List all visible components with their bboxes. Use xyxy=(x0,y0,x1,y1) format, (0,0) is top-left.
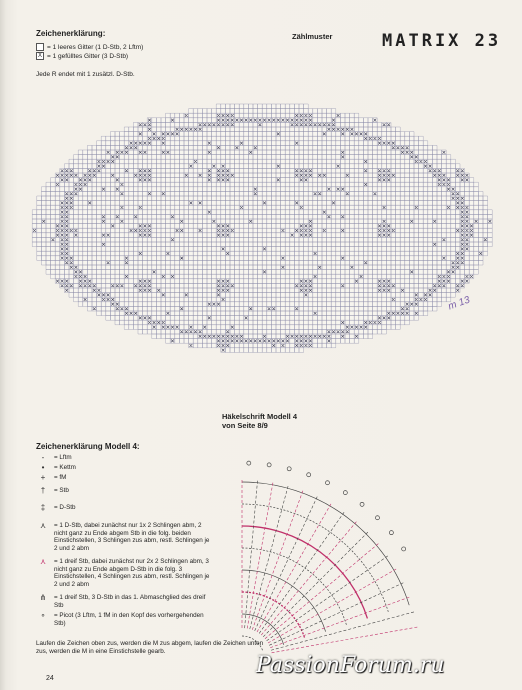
slip-stitch-icon: • xyxy=(41,463,45,472)
model-legend-title: Zeichenerklärung Modell 4: xyxy=(36,442,140,451)
row-note: Jede R endet mit 1 zusätzl. D-Stb. xyxy=(36,71,135,78)
legend-item-tr: ‡ = D-Stb xyxy=(36,504,76,512)
legend-item-dc: † = Stb xyxy=(36,487,69,495)
legend-empty-row xyxy=(36,43,143,51)
legend-item-cluster-2: ⋏ = 1 dreif Stb, dabei zunächst nur 2x 2 Schlingen abm, 3 nicht ganz zu Ende abgem D-Stb in die folg. 3 Einstichstellen, 4 Schlingen zus abm, restl. Schlingen je 2 und 2 abm xyxy=(36,558,211,588)
fan-dtr-icon: ⋔ xyxy=(39,593,47,602)
filled-grid-swatch: X xyxy=(37,53,42,59)
watermark: PassionForum.ru xyxy=(256,653,445,678)
single-crochet-icon: + xyxy=(40,473,46,482)
legend-item-cluster-1: ⋏ = 1 D-Stb, dabei zunächst nur 1x 2 Schlingen abm, 2 nicht ganz zu Ende abgem Stb in die folg. beiden Einstichstellen, 3 Schlingen zus abm, restl. Schlingen je 2 und 2 abm xyxy=(36,522,211,552)
picot-icon: ∘ xyxy=(40,611,46,620)
empty-grid-swatch xyxy=(36,43,44,51)
crochet-chart-title: Häkelschrift Modell 4 von Seite 8/9 xyxy=(222,412,298,430)
footer-note: Laufen die Zeichen oben zus, werden die M zus abgem, laufen die Zeichen unten zus, werden die M in eine Einstichstelle gearb. xyxy=(36,640,264,655)
brand-header: MATRIX 23 xyxy=(382,31,502,51)
double-crochet-icon: † xyxy=(40,486,46,495)
count-pattern-title: Zählmuster xyxy=(292,32,333,41)
legend-item-sc: + = fM xyxy=(36,474,66,482)
legend-filled-row xyxy=(36,52,128,60)
legend-item-picot: ∘ = Picot (3 Lftm, 1 fM in den Kopf des vorhergehenden Stb) xyxy=(36,612,211,627)
filet-grid xyxy=(32,104,492,352)
legend-item-slip: • = Kettm xyxy=(36,464,76,472)
legend-item-chain: - = Lftm xyxy=(36,454,72,462)
legend-filled-label: = 1 gefülltes Gitter (3 D-Stb) xyxy=(47,52,129,60)
treble-crochet-icon: ‡ xyxy=(40,503,46,512)
cluster-dtr-icon: ⋏ xyxy=(40,557,46,566)
crochet-chart xyxy=(242,461,419,653)
cluster-tr-icon: ⋏ xyxy=(40,521,46,530)
chain-icon: - xyxy=(41,453,45,462)
legend-title: Zeichenerklärung: xyxy=(36,29,106,38)
page-number: 24 xyxy=(46,675,54,682)
margin-note: m 13 xyxy=(446,294,472,313)
legend-item-fan: ⋔ = 1 dreif Stb, 3 D-Stb in das 1. Abmaschglied des dreif Stb xyxy=(36,594,211,609)
legend-empty-label: = 1 leeres Gitter (1 D-Stb, 2 Lftm) xyxy=(47,43,144,51)
